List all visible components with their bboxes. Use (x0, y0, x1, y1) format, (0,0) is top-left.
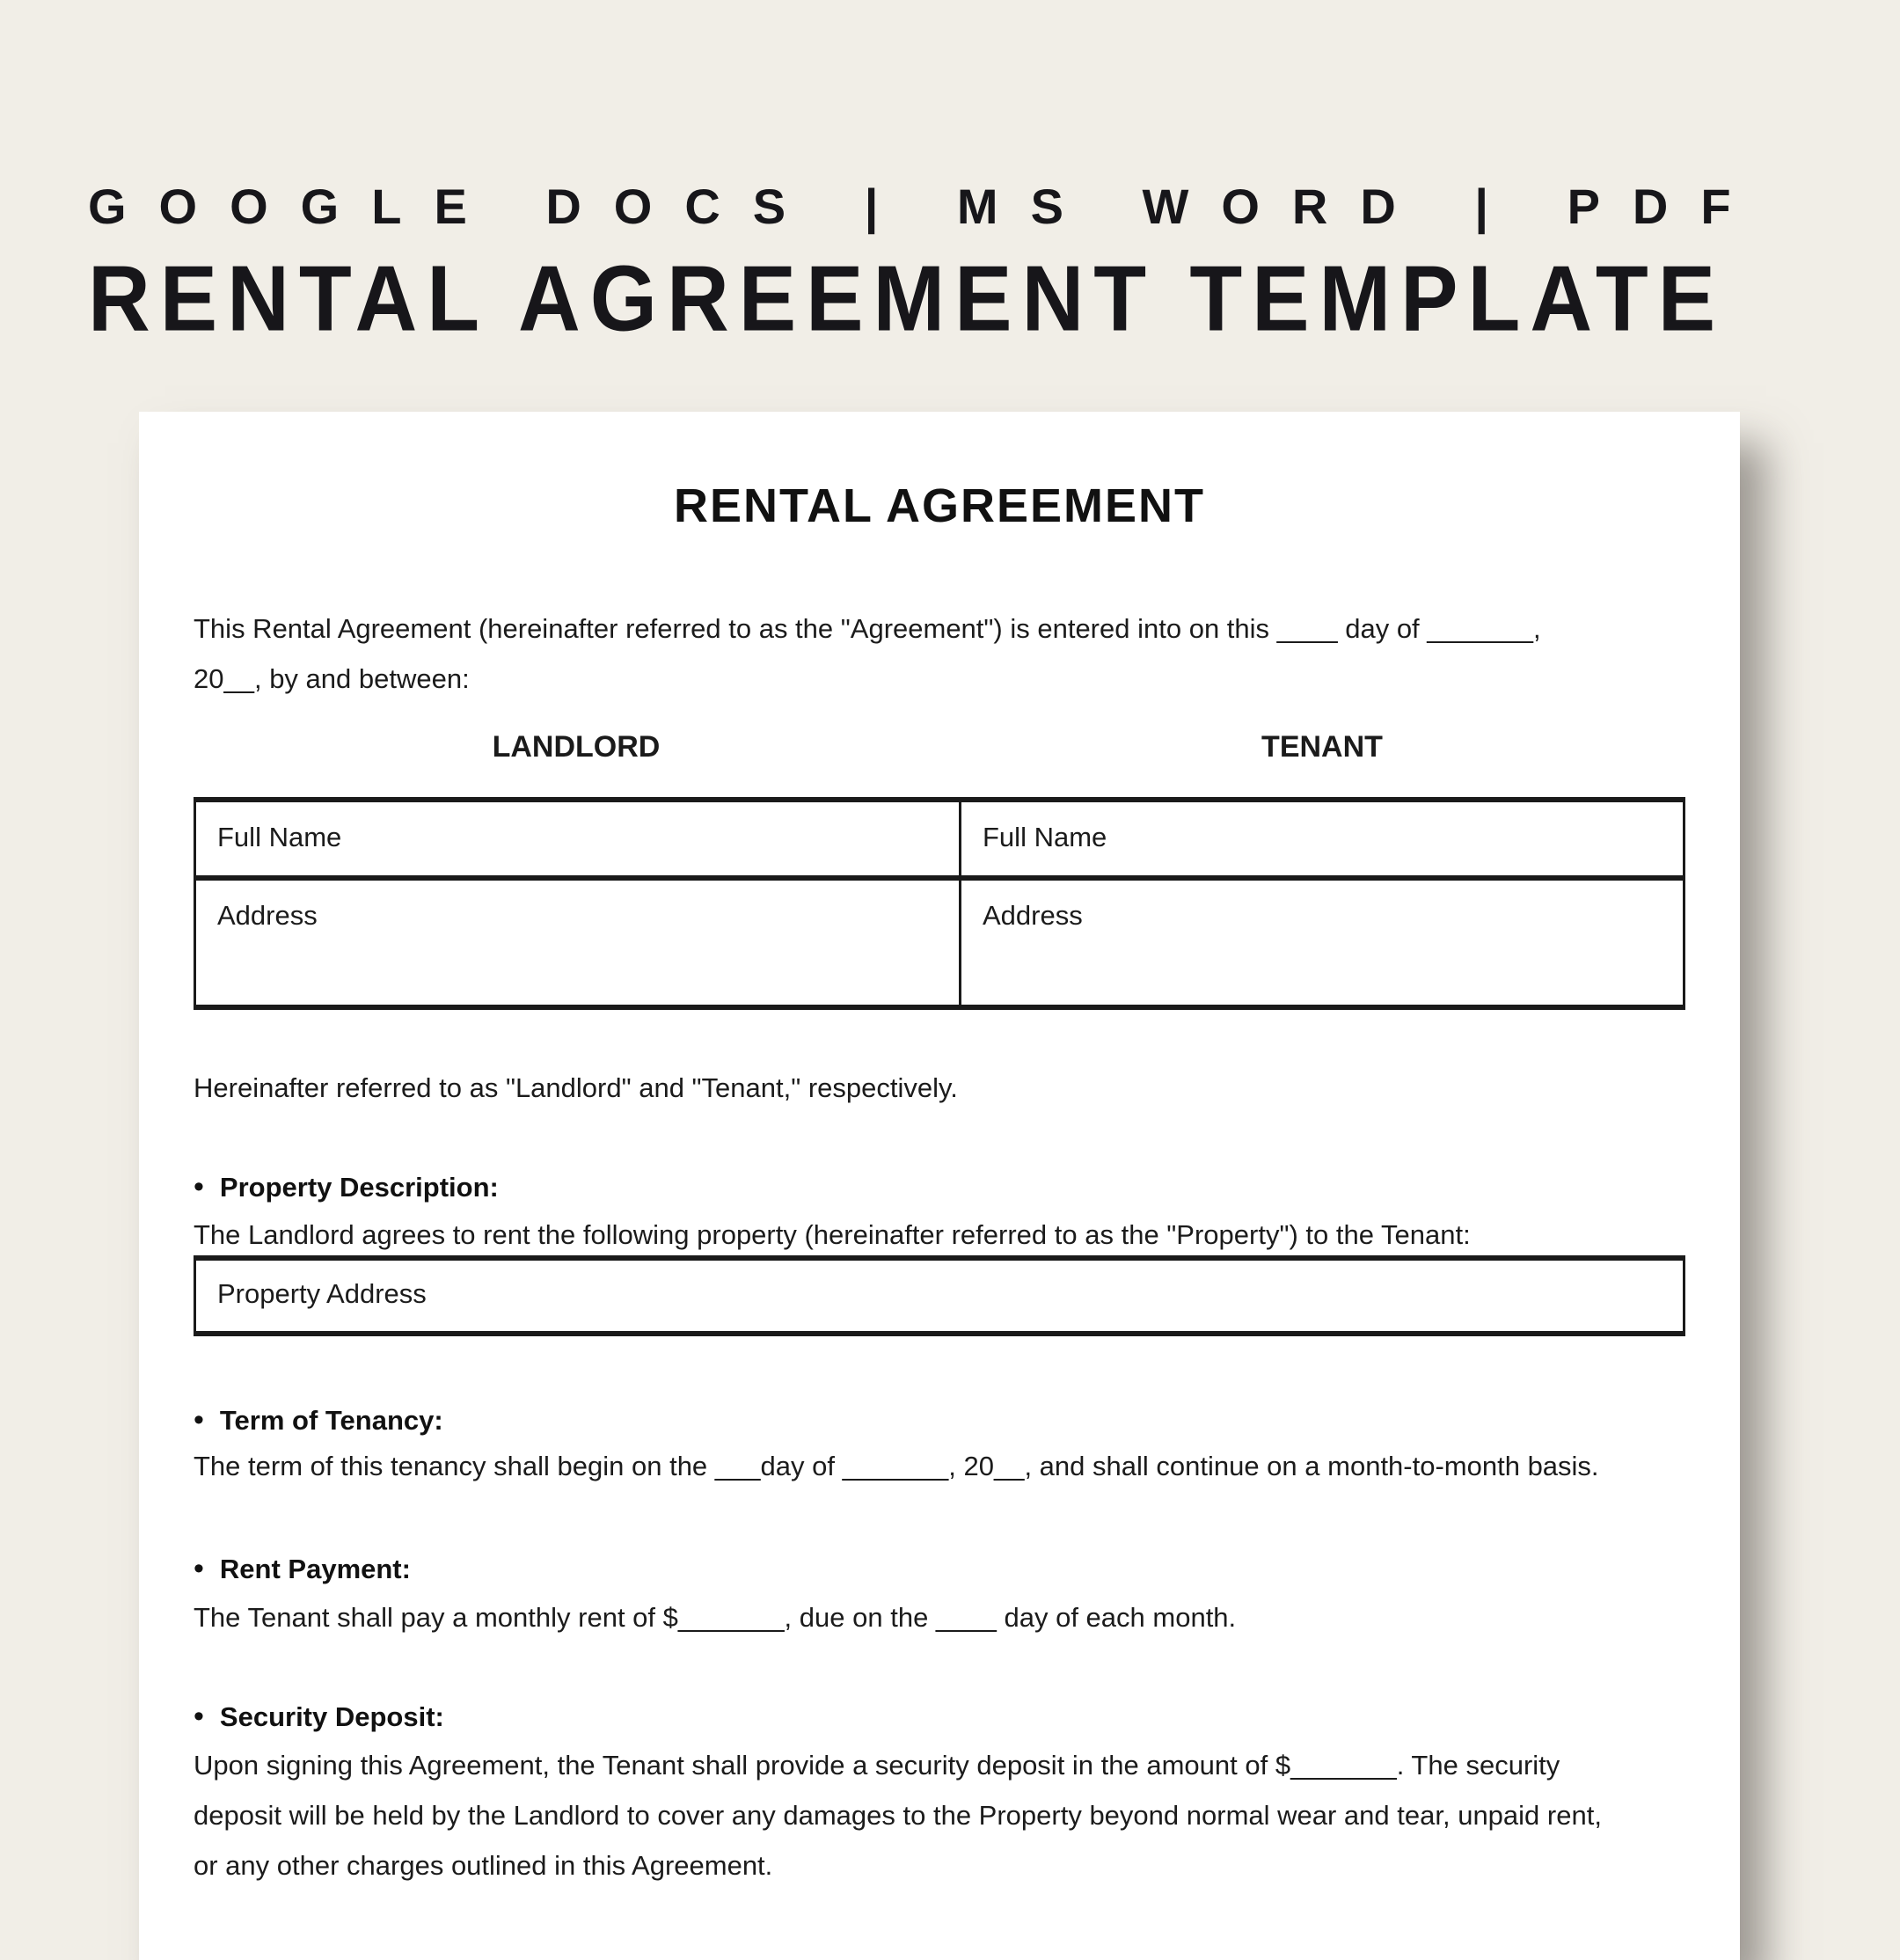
banner-title-text: RENTAL AGREEMENT TEMPLATE (88, 245, 1726, 351)
table-row-full-name (195, 800, 1684, 878)
party-headers (194, 730, 1685, 764)
section-heading-security-deposit (194, 1692, 1685, 1742)
section-body-rent-payment: The Tenant shall pay a monthly rent of $_______, due on the ____ day of each month. (194, 1602, 1237, 1633)
section-heading-term-of-tenancy (194, 1395, 1685, 1445)
table-row-address (195, 878, 1684, 1007)
section-heading-text: Term of Tenancy: (219, 1405, 443, 1436)
document-page (139, 412, 1740, 1960)
bullet-icon: • (194, 1170, 204, 1203)
tenant-header: TENANT (1261, 730, 1383, 764)
intro-line-1: This Rental Agreement (hereinafter referred to as the "Agreement") is entered into on this ____ day of _______, (194, 613, 1541, 644)
section-body-term-of-tenancy: The term of this tenancy shall begin on the ___day of _______, 20__, and shall continue on a month-to-month basis. (194, 1451, 1599, 1481)
tenant-full-name-cell: Full Name (961, 800, 1684, 878)
bullet-icon: • (194, 1552, 204, 1585)
section-heading-text: Property Description: (219, 1172, 499, 1203)
parties-note: Hereinafter referred to as "Landlord" and "Tenant," respectively. (194, 1072, 958, 1103)
bullet-icon: • (194, 1403, 204, 1437)
section-body-security-deposit: Upon signing this Agreement, the Tenant shall provide a security deposit in the amount of $_______. The security deposit will be held by the Landlord to cover any damages to the Property beyond normal wear and tear, unpaid rent, or any other charges outlined in this Agreement. (194, 1750, 1602, 1881)
tenant-address-cell: Address (961, 878, 1684, 1007)
property-address-field (194, 1255, 1685, 1336)
document-title: RENTAL AGREEMENT (673, 479, 1205, 532)
parties-table (194, 797, 1685, 1010)
intro-paragraph (194, 603, 1685, 704)
section-heading-property-description (194, 1162, 1685, 1212)
bullet-icon: • (194, 1700, 204, 1733)
banner-formats-text: GOOGLE DOCS | MS WORD | PDF (88, 179, 1764, 234)
landlord-address-cell: Address (195, 878, 961, 1007)
banner (88, 179, 1816, 351)
landlord-header: LANDLORD (492, 730, 661, 764)
landlord-full-name-cell: Full Name (195, 800, 961, 878)
section-body-property-description: The Landlord agrees to rent the following property (hereinafter referred to as the "Property") to the Tenant: (194, 1219, 1471, 1250)
property-address-label: Property Address (217, 1278, 427, 1309)
intro-line-2: 20__, by and between: (194, 663, 470, 694)
section-heading-rent-payment (194, 1544, 1685, 1594)
section-heading-text: Security Deposit: (219, 1701, 444, 1732)
section-heading-text: Rent Payment: (219, 1554, 411, 1584)
